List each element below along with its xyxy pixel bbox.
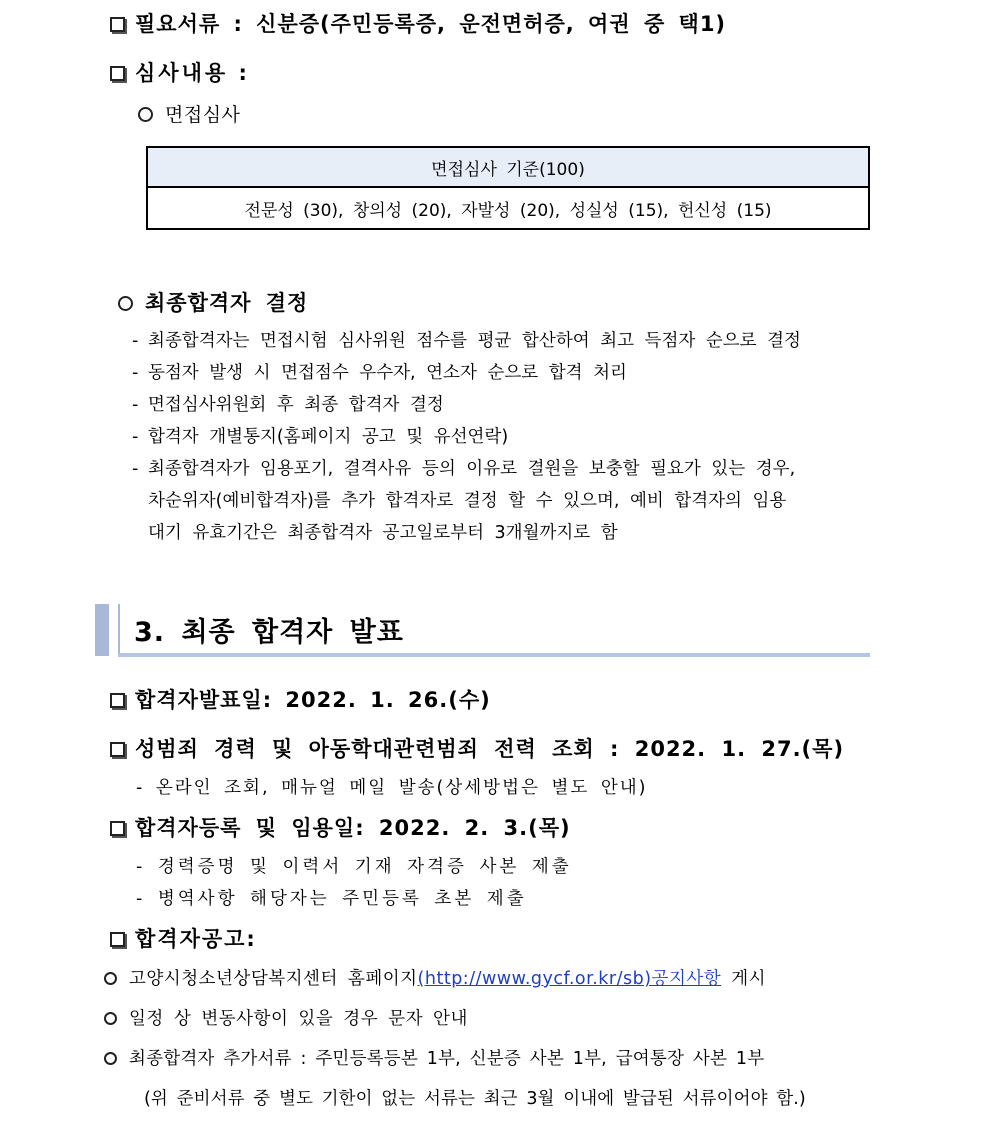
notice-item: 최종합격자 추가서류 : 주민등록등본 1부, 신분증 사본 1부, 급여통장 사본 1부 bbox=[104, 1045, 764, 1070]
notice-footnote: (위 준비서류 중 별도 기한이 없는 서류는 최근 3월 이내에 발급된 서류이어야 함.) bbox=[144, 1089, 806, 1109]
final-decision-heading: 최종합격자 결정 bbox=[118, 287, 308, 317]
circle-bullet-icon bbox=[104, 972, 117, 985]
notice-link[interactable]: (http://www.gycf.or.kr/sb)공지사항 bbox=[417, 969, 722, 989]
registration-note: - 병역사항 해당자는 주민등록 초본 제출 bbox=[136, 889, 527, 909]
table-header: 면접심사 기준(100) bbox=[147, 147, 869, 187]
circle-bullet-icon bbox=[104, 1012, 117, 1025]
section-underline bbox=[118, 653, 870, 657]
checkbox-square-icon bbox=[110, 742, 125, 757]
list-item: - 동점자 발생 시 면접점수 우수자, 연소자 순으로 합격 처리 bbox=[132, 363, 627, 383]
background-check-note: - 온라인 조회, 매뉴얼 메일 발송(상세방법은 별도 안내) bbox=[136, 778, 648, 798]
registration-date: 합격자등록 및 임용일: 2022. 2. 3.(목) bbox=[110, 812, 571, 842]
circle-bullet-icon bbox=[118, 296, 133, 311]
checkbox-square-icon bbox=[110, 821, 125, 836]
list-item-continuation: 대기 유효기간은 최종합격자 공고일로부터 3개월까지로 함 bbox=[148, 523, 618, 543]
notice-item: 고양시청소년상담복지센터 홈페이지(http://www.gycf.or.kr/sb)공지사항 게시 bbox=[104, 965, 766, 990]
notice-item: 일정 상 변동사항이 있을 경우 문자 안내 bbox=[104, 1005, 468, 1030]
section-title: 3. 최종 합격자 발표 bbox=[134, 617, 404, 648]
checkbox-square-icon bbox=[110, 932, 125, 947]
final-decision-list bbox=[132, 325, 801, 549]
list-item-continuation: 차순위자(예비합격자)를 추가 합격자로 결정 할 수 있으며, 예비 합격자의 임용 bbox=[148, 491, 787, 511]
circle-bullet-icon bbox=[104, 1052, 117, 1065]
list-item: - 합격자 개별통지(홈페이지 공고 및 유선연락) bbox=[132, 427, 509, 447]
list-item: - 최종합격자는 면접시험 심사위원 점수를 평균 합산하여 최고 득점자 순으로 결정 bbox=[132, 331, 801, 351]
required-documents-line: 필요서류 : 신분증(주민등록증, 운전면허증, 여권 중 택1) bbox=[110, 8, 726, 38]
section-accent-bar bbox=[118, 604, 120, 656]
review-subheading: 면접심사 bbox=[138, 100, 240, 127]
registration-note: - 경력증명 및 이력서 기재 자격증 사본 제출 bbox=[136, 857, 572, 877]
checkbox-square-icon bbox=[110, 66, 125, 81]
checkbox-square-icon bbox=[110, 693, 125, 708]
review-heading: 심사내용 : bbox=[110, 57, 250, 87]
table-cell: 전문성 (30), 창의성 (20), 자발성 (20), 성실성 (15), 헌신성 (15) bbox=[147, 187, 869, 229]
notice-heading: 합격자공고: bbox=[110, 923, 257, 953]
list-item: - 최종합격자가 임용포기, 결격사유 등의 이유로 결원을 보충할 필요가 있는 경우, bbox=[132, 459, 796, 479]
interview-criteria-table bbox=[146, 146, 870, 230]
checkbox-square-icon bbox=[110, 17, 125, 32]
announcement-date: 합격자발표일: 2022. 1. 26.(수) bbox=[110, 684, 491, 714]
section-accent-bar bbox=[95, 604, 109, 656]
circle-bullet-icon bbox=[138, 107, 153, 122]
list-item: - 면접심사위원회 후 최종 합격자 결정 bbox=[132, 395, 444, 415]
background-check-line: 성범죄 경력 및 아동학대관련범죄 전력 조회 : 2022. 1. 27.(목) bbox=[110, 733, 844, 763]
